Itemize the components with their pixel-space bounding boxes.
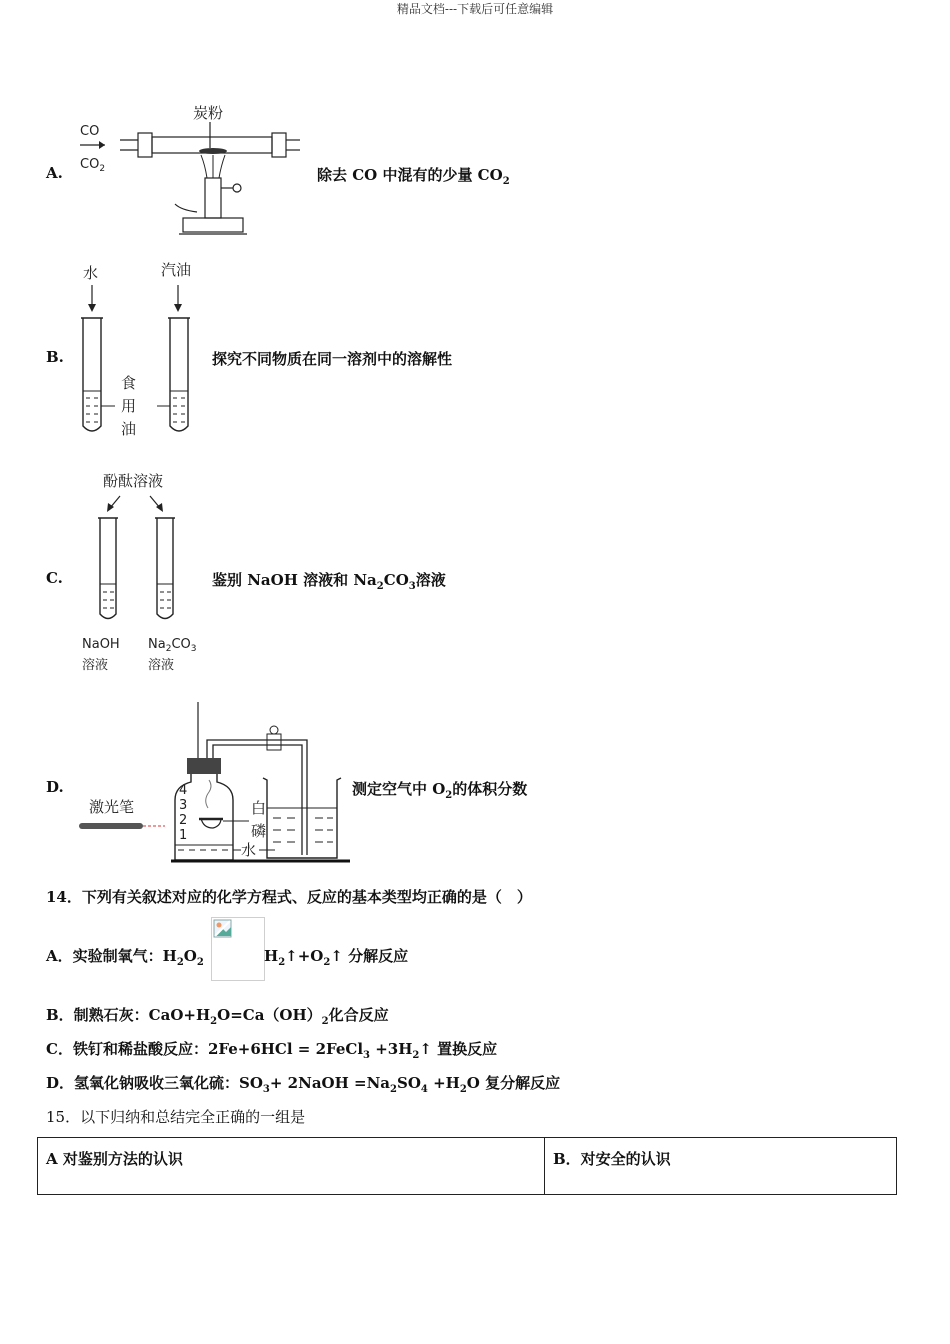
q14-option-a-left: A．实验制氧气：$H_2O_2$ [46, 947, 204, 968]
scale-4: 4 [179, 783, 188, 798]
q14-stem: 14．下列有关叙述对应的化学方程式、反应的基本类型均正确的是（ ） [46, 888, 532, 906]
table-row [38, 1138, 897, 1195]
q14-option-b: B．制熟石灰：$CaO+H_2O=Ca(OH)_2$化合反应 [46, 1006, 389, 1027]
q14-option-a-right: $H_2↑+O_2↑$ 分解反应 [264, 947, 409, 968]
option-a-apparatus [75, 100, 305, 245]
option-b-caption: 探究不同物质在同一溶剂中的溶解性 [212, 350, 453, 368]
option-b-apparatus [75, 258, 205, 443]
label-oil-2: 用 [121, 397, 137, 415]
option-d-letter: D. [46, 778, 64, 796]
q15-stem: 15．以下归纳和总结完全正确的一组是 [46, 1108, 306, 1126]
label-phenolphthalein: 酚酞溶液 [103, 472, 164, 490]
broken-image-placeholder [211, 917, 265, 981]
label-water-d: 水 [241, 841, 257, 859]
label-laser-pointer: 激光笔 [89, 798, 135, 816]
scale-1: 1 [179, 828, 188, 843]
label-gasoline: 汽油 [161, 261, 192, 279]
scale-2: 2 [179, 813, 188, 828]
table-header-b: B．对安全的认识 [545, 1138, 897, 1195]
q15-table [37, 1137, 897, 1195]
broken-image-icon [213, 919, 233, 939]
label-oil-3: 油 [121, 420, 137, 438]
label-co2: $CO_2$ [80, 157, 106, 174]
q14-option-d: D．氢氧化钠吸收三氧化硫：$SO_3+$ 2NaOH $=Na_2SO_4 +H_2O$ 复分解反应 [46, 1074, 561, 1095]
label-carbon-powder: 炭粉 [193, 104, 224, 122]
label-oil-1: 食 [121, 374, 137, 392]
label-naoh: NaOH [82, 637, 120, 652]
q14-option-c: C．铁钉和稀盐酸反应：2Fe+6HCl = 2FeCl$_3$ $+3H_2↑$ 置换反应 [46, 1040, 498, 1061]
label-water: 水 [83, 264, 99, 282]
option-c-apparatus [75, 466, 215, 678]
label-white-phosphorus-2: 磷 [251, 822, 267, 840]
label-na2co3: $Na_2CO_3$ [148, 637, 197, 654]
option-d-apparatus [75, 700, 355, 870]
option-a-caption: 除去 CO 中混有的少量 $CO_2$ [317, 166, 510, 187]
option-b-letter: B. [46, 348, 64, 366]
label-naoh-solution: 溶液 [82, 658, 109, 673]
table-header-a: A 对鉴别方法的认识 [38, 1138, 545, 1195]
label-white-phosphorus-1: 白 [251, 799, 267, 817]
option-c-letter: C. [46, 569, 63, 587]
label-co: CO [80, 124, 100, 139]
option-a-letter: A. [46, 164, 63, 182]
option-d-caption: 测定空气中 $O_2$的体积分数 [352, 780, 528, 801]
scale-3: 3 [179, 798, 188, 813]
label-na2co3-solution: 溶液 [148, 658, 175, 673]
option-c-caption: 鉴别 NaOH 溶液和 $Na_2CO_3$溶液 [212, 571, 446, 592]
page-header: 精品文档---下载后可任意编辑 [396, 2, 554, 16]
